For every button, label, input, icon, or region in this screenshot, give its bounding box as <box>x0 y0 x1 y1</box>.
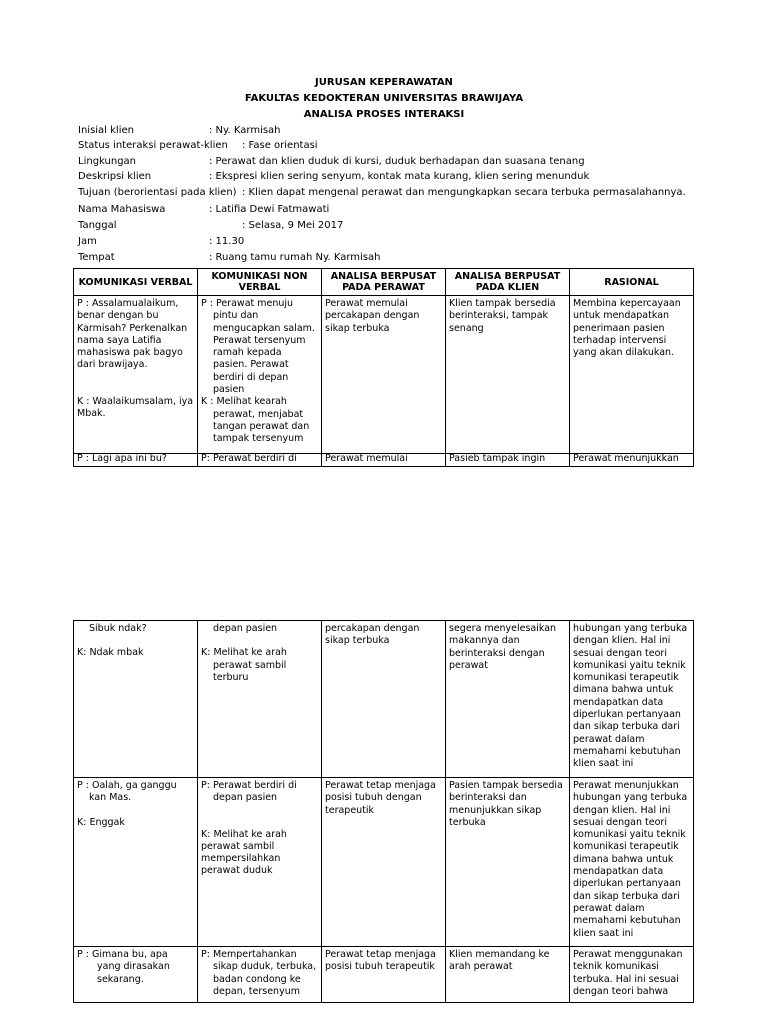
header-rasional: RASIONAL <box>570 269 694 296</box>
cell-verbal <box>74 621 198 778</box>
info-label-inisial: Inisial klien <box>78 125 134 136</box>
nonverbal-perawat-head: P: Mempertahankan <box>201 949 297 960</box>
verbal-perawat-head: P : Gimana bu, apa <box>77 949 168 960</box>
nonverbal-perawat-head: P: Perawat berdiri di <box>201 780 297 791</box>
nonverbal-perawat-text: sikap duduk, terbuka, badan condong ke depan, tersenyum <box>213 961 317 997</box>
verbal-perawat-text: yang dirasakan sekarang. <box>97 961 170 985</box>
cell-verbal: P : Lagi apa ini bu? <box>74 454 198 467</box>
verbal-klien-text: K: Enggak <box>77 816 125 828</box>
info-label-deskripsi: Deskripsi klien <box>78 171 152 182</box>
header-komunikasi-verbal: KOMUNIKASI VERBAL <box>74 269 198 296</box>
header-title-3: ANALISA PROSES INTERAKSI <box>303 109 465 120</box>
cell-analisa-klien: Klien memandang ke arah perawat <box>446 947 570 1003</box>
verbal-klien-text: K: Ndak mbak <box>77 647 144 659</box>
cell-analisa-perawat: Perawat memulai percakapan dengan sikap terbuka <box>322 296 446 454</box>
info-label-jam: Jam <box>78 236 97 247</box>
table-row <box>74 454 694 467</box>
info-label-lingkungan: Lingkungan <box>78 156 137 167</box>
cell-rasional: Perawat menggunakan teknik komunikasi terbuka. Hal ini sesuai dengan teori bahwa <box>570 947 694 1003</box>
verbal-perawat-head: P : Oalah, ga ganggu <box>77 780 177 791</box>
table-row <box>74 947 694 1003</box>
cell-analisa-perawat: percakapan dengan sikap terbuka <box>322 621 446 778</box>
nonverbal-klien-head: K : Melihat kearah <box>201 396 287 408</box>
info-value-tanggal: : Selasa, 9 Mei 2017 <box>242 220 344 231</box>
verbal-perawat-text: kan Mas. <box>89 792 132 804</box>
cell-nonverbal <box>198 296 322 454</box>
table-row <box>74 621 694 778</box>
cell-rasional: Perawat menunjukkan hubungan yang terbuka dengan klien. Hal ini sesuai dengan teori komunikasi yaitu teknik komunikasi terapeutik dimana bahwa untuk mendapatkan data diperlukan pertanyaan dan sikap terbuka dari perawat dalam memahami kebutuhan klien saat ini <box>570 778 694 947</box>
nonverbal-perawat-head: P : Perawat menuju <box>201 298 294 309</box>
header-title-1: JURUSAN KEPERAWATAN <box>315 77 453 88</box>
cell-analisa-perawat: Perawat tetap menjaga posisi tubuh terapeutik <box>322 947 446 1003</box>
cell-verbal <box>74 778 198 947</box>
header-komunikasi-nonverbal: KOMUNIKASI NON VERBAL <box>198 269 322 296</box>
nonverbal-klien-text: perawat sambil terburu <box>213 659 287 683</box>
info-value-tempat: : Ruang tamu rumah Ny. Karmisah <box>209 252 381 263</box>
info-value-deskripsi: : Ekspresi klien sering senyum, kontak mata kurang, klien sering menunduk <box>209 171 590 182</box>
table-row <box>74 296 694 454</box>
cell-nonverbal: P: Perawat berdiri di <box>198 454 322 467</box>
nonverbal-klien-head: K: Melihat ke arah <box>201 647 287 659</box>
info-value-status: : Fase orientasi <box>242 140 318 151</box>
nonverbal-perawat-text: depan pasien <box>213 792 278 804</box>
cell-rasional: Perawat menunjukkan <box>570 454 694 467</box>
info-value-jam: : 11.30 <box>209 236 245 247</box>
header-title-2: FAKULTAS KEDOKTERAN UNIVERSITAS BRAWIJAYA <box>244 93 524 104</box>
interaction-table-page2 <box>73 620 694 1003</box>
info-value-inisial: : Ny. Karmisah <box>209 125 281 136</box>
verbal-klien-text: K : Waalaikumsalam, iya Mbak. <box>77 395 194 420</box>
header-analisa-klien: ANALISA BERPUSAT PADA KLIEN <box>446 269 570 296</box>
cell-analisa-perawat: Perawat tetap menjaga posisi tubuh dengan terapeutik <box>322 778 446 947</box>
info-label-status: Status interaksi perawat-klien <box>78 140 228 151</box>
cell-analisa-klien: segera menyelesaikan makannya dan berinteraksi dengan perawat <box>446 621 570 778</box>
cell-analisa-perawat: Perawat memulai <box>322 454 446 467</box>
info-value-nama: : Latifia Dewi Fatmawati <box>209 204 330 215</box>
interaction-table-page1 <box>73 268 694 467</box>
info-value-tujuan: : Klien dapat mengenal perawat dan mengungkapkan secara terbuka permasalahannya. <box>242 187 686 198</box>
info-label-tujuan: Tujuan (berorientasi pada klien) <box>78 187 237 198</box>
cell-rasional: Membina kepercayaan untuk mendapatkan penerimaan pasien terhadap intervensi yang akan dilakukan. <box>570 296 694 454</box>
nonverbal-perawat-text: depan pasien <box>213 623 278 634</box>
header-analisa-perawat: ANALISA BERPUSAT PADA PERAWAT <box>322 269 446 296</box>
verbal-perawat-text: P : Assalamualaikum, benar dengan bu Karmisah? Perkenalkan nama saya Latifia mahasiswa pak bagyo dari brawijaya. <box>77 298 188 371</box>
cell-nonverbal <box>198 947 322 1003</box>
cell-analisa-klien: Pasien tampak bersedia berinteraksi dan menunjukkan sikap terbuka <box>446 778 570 947</box>
nonverbal-perawat-text: pintu dan mengucapkan salam. Perawat tersenyum ramah kepada pasien. Perawat berdiri di depan pasien <box>213 310 315 396</box>
table-header-row <box>74 269 694 296</box>
info-label-tanggal: Tanggal <box>78 220 117 231</box>
cell-rasional: hubungan yang terbuka dengan klien. Hal ini sesuai dengan teori komunikasi yaitu teknik komunikasi terapeutik dimana bahwa untuk mendapatkan data diperlukan pertanyaan dan sikap terbuka dari perawat dalam memahami kebutuhan klien saat ini <box>570 621 694 778</box>
info-value-lingkungan: : Perawat dan klien duduk di kursi, duduk berhadapan dan suasana tenang <box>209 156 585 167</box>
nonverbal-klien-text: perawat, menjabat tangan perawat dan tampak tersenyum <box>213 408 310 445</box>
cell-analisa-klien: Pasieb tampak ingin <box>446 454 570 467</box>
cell-nonverbal <box>198 621 322 778</box>
nonverbal-klien-text: K: Melihat ke arah perawat sambil mempersilahkan perawat duduk <box>201 828 287 877</box>
info-label-tempat: Tempat <box>78 252 115 263</box>
cell-verbal <box>74 947 198 1003</box>
cell-analisa-klien: Klien tampak bersedia berinteraksi, tampak senang <box>446 296 570 454</box>
info-label-nama: Nama Mahasiswa <box>78 204 166 215</box>
table-row <box>74 778 694 947</box>
cell-nonverbal <box>198 778 322 947</box>
verbal-perawat-text: Sibuk ndak? <box>89 623 147 634</box>
cell-verbal <box>74 296 198 454</box>
